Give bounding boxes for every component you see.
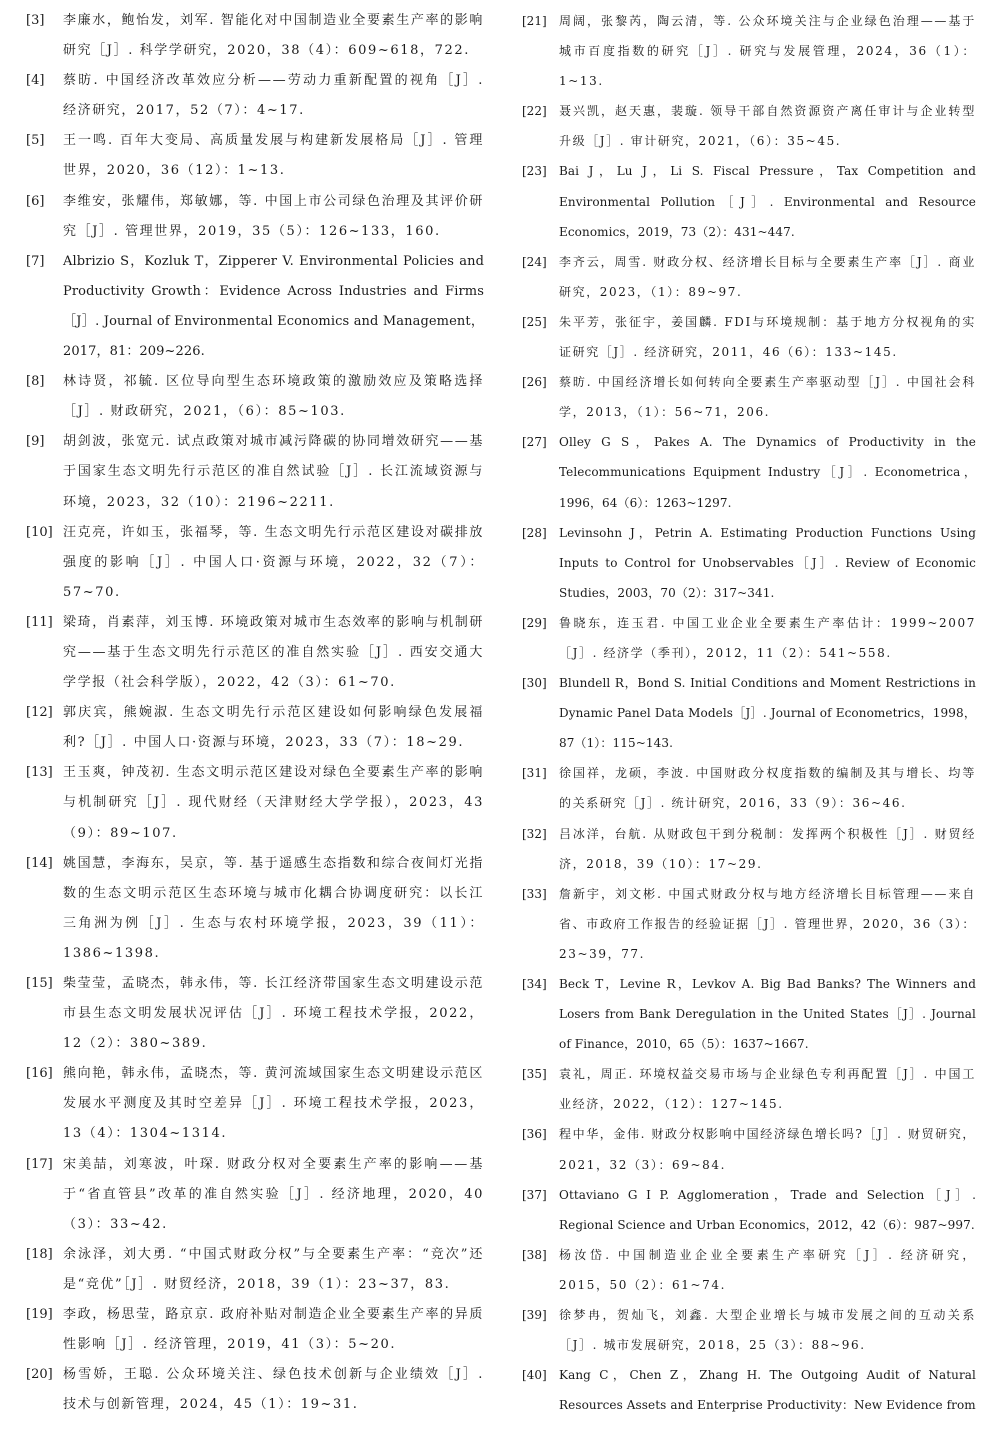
reference-number: [7] [26,253,45,269]
reference-number: [33] [522,886,547,901]
reference-entry [522,427,976,517]
reference-entry [26,849,484,969]
reference-text: 杨汝岱. 中国制造业企业全要素生产率研究［J］. 经济研究，2015，50（2）：61~74. [559,1247,976,1292]
reference-text: 李维安，张耀伟，郑敏娜，等. 中国上市公司绿色治理及其评价研究［J］. 管理世界，2019，35（5）：126~133，160. [63,193,484,239]
reference-text: 袁礼，周正. 环境权益交易市场与企业绿色专利再配置［J］. 中国工业经济，2022，（12）：127~145. [559,1067,976,1112]
reference-entry [522,819,976,879]
reference-number: [11] [26,614,53,630]
reference-number: [19] [26,1307,53,1323]
reference-entry [522,668,976,758]
reference-number: [23] [522,164,547,179]
reference-entry [26,126,484,186]
reference-entry [26,518,484,608]
reference-text: 朱平芳，张征宇，姜国麟. FDI与环境规制：基于地方分权视角的实证研究［J］. 经济研究，2011，46（6）：133~145. [559,314,976,360]
reference-entry [522,156,976,246]
reference-entry [522,367,976,427]
reference-number: [6] [26,193,45,209]
reference-text: 聂兴凯，赵天惠，裴璇. 领导干部自然资源资产离任审计与企业转型升级［J］. 审计研究，2021，（6）：35~45. [559,104,976,149]
reference-text: 王玉爽，钟茂初. 生态文明示范区建设对绿色全要素生产率的影响与机制研究［J］. 现代财经（天津财经大学学报），2023，43（9）：89~107. [63,765,484,841]
reference-text: 熊向艳，韩永伟，孟晓杰，等. 黄河流域国家生态文明建设示范区发展水平测度及其时空差异［J］. 环境工程技术学报，2023，13（4）：1304~1314. [63,1066,484,1142]
reference-entry [522,247,976,307]
reference-text: 王一鸣. 百年大变局、高质量发展与构建新发展格局［J］. 管理世界，2020，36（12）：1~13. [63,133,484,179]
reference-entry [26,66,484,126]
reference-entry [26,1360,484,1420]
reference-number: [30] [522,676,547,691]
reference-text: Olley G S，Pakes A. The Dynamics of Productivity in the Telecommunications Equipment Industry［J］. Econometrica，1996，64（6）：1263~1297. [559,435,976,510]
reference-text: 吕冰洋，台航. 从财政包干到分税制：发挥两个积极性［J］. 财贸经济，2018，39（10）：17~29. [559,826,976,871]
references-right-column [522,6,976,1420]
reference-text: 李齐云，周雪. 财政分权、经济增长目标与全要素生产率［J］. 商业研究，2023，（1）：89~97. [559,254,976,299]
reference-entry [26,1300,484,1360]
reference-entry [26,427,484,517]
reference-text: 柴莹莹，孟晓杰，韩永伟，等. 长江经济带国家生态文明建设示范市县生态文明发展状况评估［J］. 环境工程技术学报，2022，12（2）：380~389. [63,976,484,1052]
reference-text: 蔡昉. 中国经济增长如何转向全要素生产率驱动型［J］. 中国社会科学，2013，（1）：56~71，206. [559,375,976,420]
reference-entry [522,1119,976,1179]
reference-entry [26,1059,484,1149]
reference-number: [13] [26,765,53,781]
reference-text: Blundell R，Bond S. Initial Conditions and Moment Restrictions in Dynamic Panel Data Models［J］. Journal of Econometrics，1998，87（1）：115~143. [559,676,976,751]
reference-text: 鲁晓东，连玉君. 中国工业企业全要素生产率估计：1999~2007［J］. 经济学（季刊），2012，11（2）：541~558. [559,615,976,660]
reference-entry [522,758,976,818]
reference-number: [32] [522,826,547,841]
reference-entry [522,1300,976,1360]
reference-entry [522,307,976,367]
reference-text: 程中华，金伟. 财政分权影响中国经济绿色增长吗?［J］. 财贸研究，2021，32（3）：69~84. [559,1127,976,1172]
reference-number: [12] [26,705,53,721]
reference-text: 郭庆宾，熊婉淑. 生态文明先行示范区建设如何影响绿色发展福利?［J］. 中国人口·资源与环境，2023，33（7）：18~29. [63,705,484,751]
reference-text: 徐梦冉，贺灿飞，刘鑫. 大型企业增长与城市发展之间的互动关系［J］. 城市发展研究，2018，25（3）：88~96. [559,1308,976,1353]
reference-number: [25] [522,314,547,329]
reference-entry [522,969,976,1059]
reference-number: [16] [26,1066,53,1082]
reference-number: [18] [26,1246,53,1262]
reference-entry [522,1180,976,1240]
reference-number: [38] [522,1247,547,1262]
reference-number: [20] [26,1367,53,1383]
reference-number: [39] [522,1308,547,1323]
reference-text: 余泳泽，刘大勇. “中国式财政分权”与全要素生产率：“竞次”还是“竞优”［J］. 财贸经济，2018，39（1）：23~37，83. [63,1246,484,1292]
reference-entry [522,1240,976,1300]
reference-text: Beck T，Levine R，Levkov A. Big Bad Banks? The Winners and Losers from Bank Deregulation in the United States［J］. Journal of Finance，2010，65（5）：1637~1667. [559,977,976,1052]
reference-number: [31] [522,766,547,781]
reference-text: 宋美喆，刘寒波，叶琛. 财政分权对全要素生产率的影响——基于“省直管县”改革的准自然实验［J］. 经济地理，2020，40（3）：33~42. [63,1156,484,1232]
reference-text: 詹新宇，刘文彬. 中国式财政分权与地方经济增长目标管理——来自省、市政府工作报告的经验证据［J］. 管理世界，2020，36（3）：23~39，77. [559,886,976,961]
reference-number: [26] [522,375,547,390]
reference-text: 周阔，张黎芮，陶云清，等. 公众环境关注与企业绿色治理——基于城市百度指数的研究［J］. 研究与发展管理，2024，36（1）：1~13. [559,14,976,89]
reference-text: 梁琦，肖素萍，刘玉博. 环境政策对城市生态效率的影响与机制研究——基于生态文明先行示范区的准自然实验［J］. 西安交通大学学报（社会科学版），2022，42（3）：61~70. [63,614,484,691]
reference-text: Levinsohn J，Petrin A. Estimating Production Functions Using Inputs to Control for Unobservables［J］. Review of Economic Studies，2003，70（2）：317~341. [559,525,976,600]
reference-text: 汪克亮，许如玉，张福琴，等. 生态文明先行示范区建设对碳排放强度的影响［J］. 中国人口·资源与环境，2022，32（7）：57~70. [63,524,484,600]
reference-number: [29] [522,615,547,630]
reference-entry [26,367,484,427]
reference-entry [26,1240,484,1300]
references-left-column [26,6,484,1420]
reference-entry [522,1360,976,1420]
reference-text: Kang C，Chen Z，Zhang H. The Outgoing Audit of Natural Resources Assets and Enterprise Productivity：New Evidence from [559,1368,976,1413]
reference-entry [522,96,976,156]
reference-number: [37] [522,1187,547,1202]
reference-number: [34] [522,977,547,991]
reference-number: [8] [26,374,45,390]
reference-text: 姚国慧，李海东，吴京，等. 基于遥感生态指数和综合夜间灯光指数的生态文明示范区生态环境与城市化耦合协调度研究：以长江三角洲为例［J］. 生态与农村环境学报，2023，39（11）：1386~1398. [63,855,484,961]
reference-entry [522,518,976,608]
reference-entry [26,247,484,367]
reference-number: [27] [522,435,547,450]
reference-text: 蔡昉. 中国经济改革效应分析——劳动力重新配置的视角［J］. 经济研究，2017，52（7）：4~17. [63,73,484,119]
reference-number: [17] [26,1156,53,1172]
reference-number: [35] [522,1067,547,1082]
reference-entry [26,187,484,247]
reference-number: [21] [522,14,547,28]
reference-number: [10] [26,524,53,540]
reference-text: 李廉水，鲍怡发，刘军. 智能化对中国制造业全要素生产率的影响研究［J］. 科学学研究，2020，38（4）：609~618，722. [63,13,484,59]
reference-number: [5] [26,133,45,149]
reference-entry [26,6,484,66]
reference-entry [522,608,976,668]
reference-entry [522,6,976,96]
reference-number: [24] [522,254,547,269]
reference-number: [36] [522,1127,547,1142]
reference-number: [9] [26,434,45,450]
reference-text: Albrizio S，Kozluk T，Zipperer V. Environmental Policies and Productivity Growth：Evidence Across Industries and Firms［J］. Journal of Environmental Economics and Management，2017，81：209~226. [63,253,484,360]
reference-text: 李政，杨思莹，路京京. 政府补贴对制造企业全要素生产率的异质性影响［J］. 经济管理，2019，41（3）：5~20. [63,1307,484,1353]
reference-number: [4] [26,73,45,89]
reference-number: [14] [26,855,53,871]
reference-text: Ottaviano G I P. Agglomeration，Trade and Selection［J］. Regional Science and Urban Economics，2012，42（6）：987~997. [559,1187,976,1232]
reference-text: 杨雪娇，王聪. 公众环境关注、绿色技术创新与企业绩效［J］. 技术与创新管理，2024，45（1）：19~31. [63,1367,484,1413]
reference-entry [522,1059,976,1119]
reference-number: [22] [522,104,547,119]
reference-number: [28] [522,525,547,540]
reference-number: [3] [26,13,45,28]
reference-text: 胡剑波，张宽元. 试点政策对城市减污降碳的协同增效研究——基于国家生态文明先行示范区的准自然试验［J］. 长江流域资源与环境，2023，32（10）：2196~2211. [63,434,484,510]
reference-entry [26,608,484,698]
reference-entry [26,698,484,758]
reference-text: Bai J，Lu J，Li S. Fiscal Pressure，Tax Competition and Environmental Pollution［J］. Environmental and Resource Economics，2019，73（2）：431~447. [559,164,976,239]
reference-entry [522,879,976,969]
reference-entry [26,1150,484,1240]
reference-text: 徐国祥，龙硕，李波. 中国财政分权度指数的编制及其与增长、均等的关系研究［J］. 统计研究，2016，33（9）：36~46. [559,766,976,811]
reference-entry [26,758,484,848]
reference-number: [15] [26,976,53,991]
reference-text: 林诗贤，祁毓. 区位导向型生态环境政策的激励效应及策略选择［J］. 财政研究，2021，（6）：85~103. [63,374,484,420]
reference-number: [40] [522,1368,547,1383]
reference-entry [26,969,484,1059]
